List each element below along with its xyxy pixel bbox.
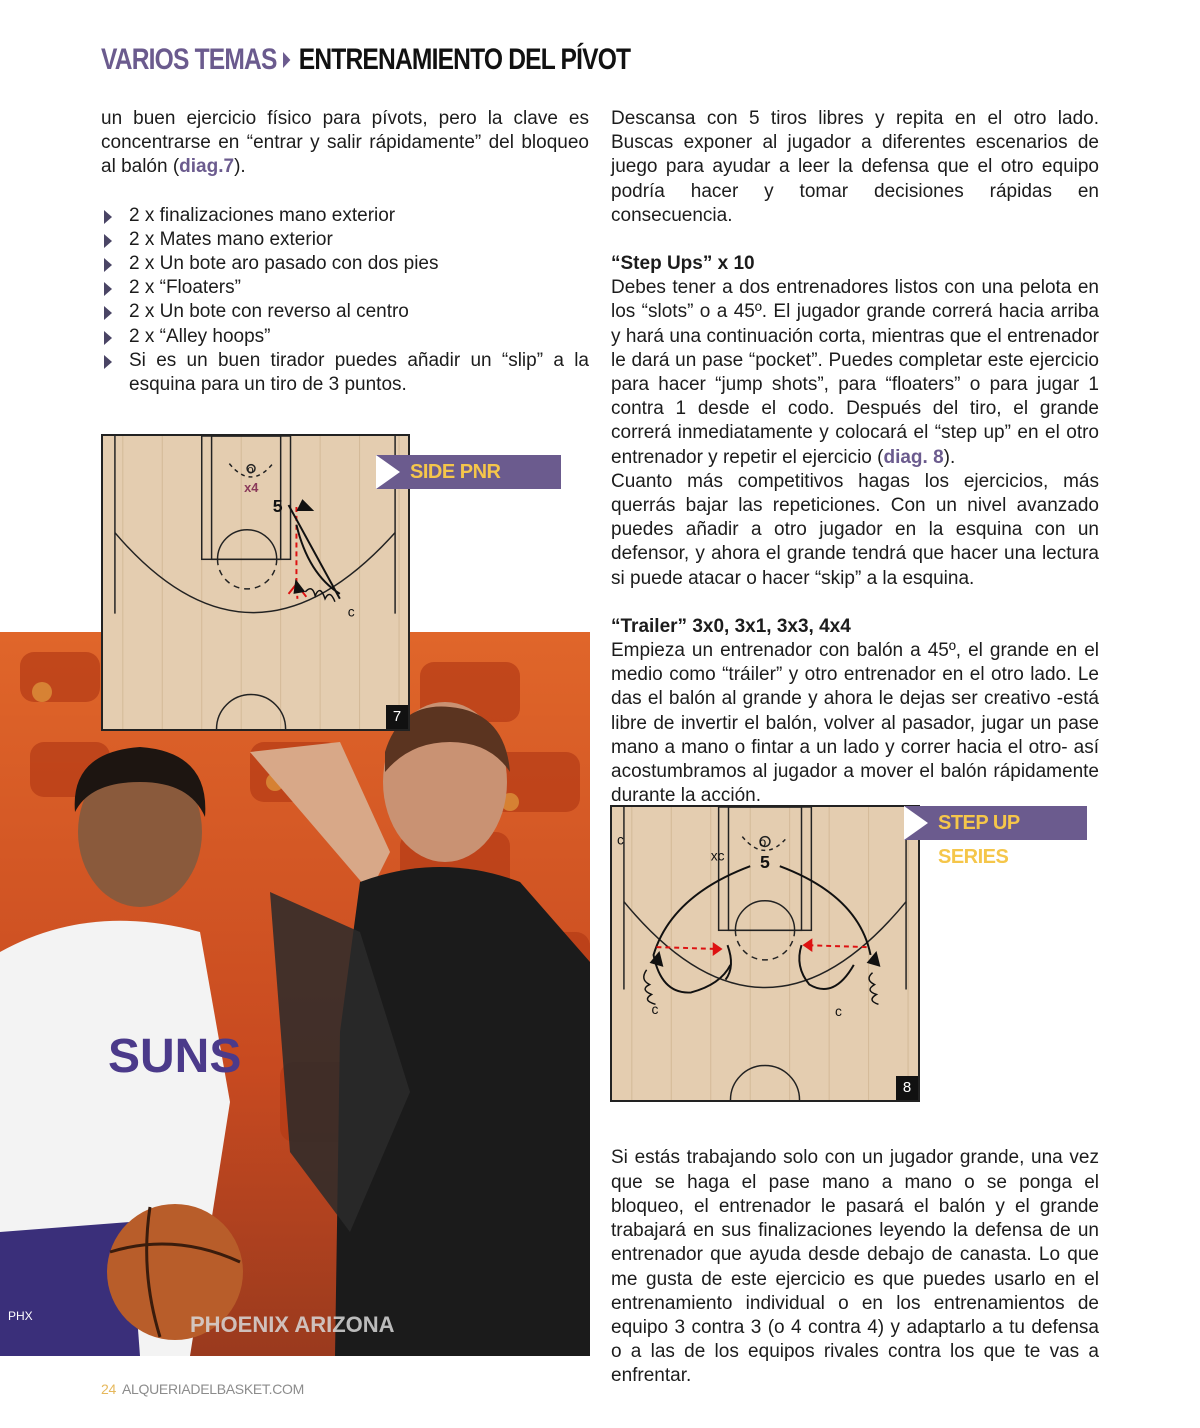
paragraph: Descansa con 5 tiros libres y repita en el otro lado. Buscas exponer al jugador a diferentes escenarios de juego para ayudar a leer la defensa que el otro equipo podría hacer y tomar decisiones rápidas en consecuencia. xyxy=(611,108,1099,226)
bullet-arrow-icon xyxy=(104,306,112,320)
label-xc: xc xyxy=(710,847,725,864)
bullet-arrow-icon xyxy=(104,282,112,296)
bullet-arrow-icon xyxy=(104,355,112,369)
list-item xyxy=(101,325,589,349)
paragraph-text-end: ). xyxy=(943,446,956,468)
right-column xyxy=(611,107,1099,1389)
diagram-7-drawing xyxy=(103,436,408,729)
diagram-8-link[interactable]: diag. 8 xyxy=(883,446,944,468)
label-coach-left: c xyxy=(651,1001,659,1018)
paragraph: Si estás trabajando solo con un jugador grande, una vez que se haga el pase mano a mano o se ponga el bloqueo, el entrenador le pasará el balón y el grande trabajará en sus finalizaciones leyendo la defensa de un entrenador que ayuda desde debajo de canasta. Lo que me gusta de este ejercicio es que puedes usarlo en el entrenamiento individual o en los entrenamientos de equipo 3 contra 3 (o 4 contra 4) y adaptarlo a tu defensa o a las de los equipos rivales contra los que te vas a enfrentar. xyxy=(611,1147,1099,1387)
label-coach: c xyxy=(347,603,355,620)
label-coach-right: c xyxy=(835,1003,842,1020)
list-item xyxy=(101,204,589,228)
list-item-text: 2 x finalizaciones mano exterior xyxy=(129,204,396,226)
label-x4: x4 xyxy=(244,480,259,496)
paragraph xyxy=(611,276,1099,470)
page-number: 24 xyxy=(101,1381,116,1397)
label-5: 5 xyxy=(760,852,770,873)
bullet-arrow-icon xyxy=(104,331,112,345)
list-item xyxy=(101,349,589,397)
label-coach-corner: c xyxy=(617,831,624,848)
left-column xyxy=(101,107,589,397)
list-item xyxy=(101,228,589,252)
list-item xyxy=(101,300,589,324)
paragraph-text: Debes tener a dos entrenadores listos con una pelota en los “slots” o a 45º. El jugador grande correrá hacia arriba y hará una continuación corta, mientras que el entrenador le dará un pase “pocket”. Puedes completar este ejercicio para hacer “jump shots”, para “floaters” o para jugar 1 contra 1 desde el codo. Después del tiro, el grande correrá inmediatamente y colocará el “step up” en el otro entrenador y repetir el ejercicio ( xyxy=(611,277,1099,468)
shirt-text: SUNS xyxy=(108,1030,242,1083)
breadcrumb-arrow-icon xyxy=(283,52,290,68)
page-header xyxy=(101,38,630,82)
label-hoop: o xyxy=(759,834,767,850)
list-item xyxy=(101,252,589,276)
subheading-trailer: “Trailer” 3x0, 3x1, 3x3, 4x4 xyxy=(611,615,851,637)
list-item-text: 2 x Un bote con reverso al centro xyxy=(129,301,409,323)
diagram-number: 8 xyxy=(896,1076,918,1100)
diagram-7-tag: SIDE PNR xyxy=(376,455,561,489)
diagram-number: 7 xyxy=(386,705,408,729)
ball-text: PHOENIX ARIZONA xyxy=(190,1312,395,1337)
page-footer xyxy=(101,1381,304,1397)
intro-paragraph xyxy=(101,107,589,180)
label-hoop: o xyxy=(247,462,254,477)
intro-text-end: ). xyxy=(234,156,246,178)
bullet-arrow-icon xyxy=(104,210,112,224)
section-title: VARIOS TEMAS xyxy=(101,43,277,76)
intro-text: un buen ejercicio físico para pívots, pero la clave es concentrarse en “entrar y salir rápidamente” del bloqueo al balón ( xyxy=(101,108,589,178)
subheading-step-ups: “Step Ups” x 10 xyxy=(611,253,755,275)
bullet-arrow-icon xyxy=(104,234,112,248)
label-5: 5 xyxy=(272,495,283,516)
diagram-7-link[interactable]: diag.7 xyxy=(179,156,235,178)
list-item xyxy=(101,276,589,300)
paragraph: Empieza un entrenador con balón a 45º, el grande en el medio como “tráiler” y otro entrenador en el otro lado. Le das el balón al grande y ahora le dejas ser creativo -está libre de invertir el balón, volver al pasador, jugar un pase mano a mano o fintar a un lado y correr hacia el otro- así acostumbramos al jugador a mover el balón rápidamente durante la acción. xyxy=(611,640,1099,807)
drill-list xyxy=(101,204,589,398)
bullet-arrow-icon xyxy=(104,258,112,272)
list-item-text: 2 x “Floaters” xyxy=(129,277,241,299)
paragraph: Cuanto más competitivos hagas los ejercicios, más querrás bajar las repeticiones. Con un nivel avanzado puedes añadir a otro jugador en la esquina con un defensor, y ahora el grande tendrá que hacer una lectura si puede atacar o hacer “skip” a la esquina. xyxy=(611,470,1099,589)
list-item-text: 2 x Un bote aro pasado con dos pies xyxy=(129,253,439,275)
list-item-text: Si es un buen tirador puedes añadir un “slip” a la esquina para un tiro de 3 puntos. xyxy=(129,349,589,396)
diagram-7-court xyxy=(101,434,410,731)
photo-illustration xyxy=(0,632,590,1356)
topic-title: ENTRENAMIENTO DEL PÍVOT xyxy=(298,43,631,76)
list-item-text: 2 x Mates mano exterior xyxy=(129,228,333,250)
diagram-8-tag: STEP UP SERIES xyxy=(904,806,1087,840)
list-item-text: 2 x “Alley hoops” xyxy=(129,325,271,347)
logo-text: PHX xyxy=(8,1309,33,1323)
site-name: ALQUERIADELBASKET.COM xyxy=(121,1381,304,1397)
training-photo xyxy=(0,632,590,1356)
